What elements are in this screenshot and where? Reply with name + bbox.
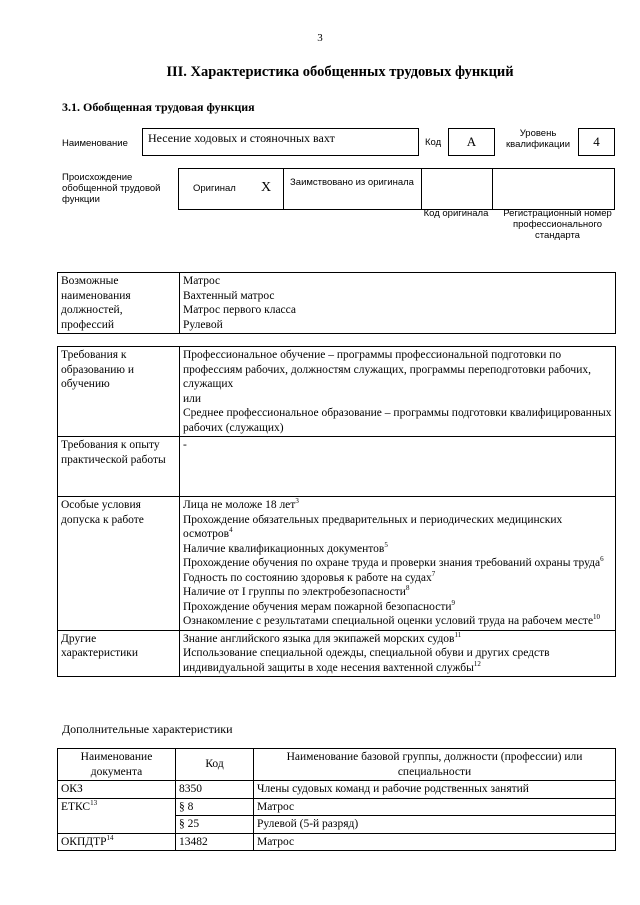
table-row: [58, 781, 616, 799]
special-condition-item: Прохождение обучения по охране труда и проверки знания требований охраны труда$^6$: [183, 555, 604, 569]
orig-code-caption: Код оригинала: [423, 208, 489, 219]
education-line: или: [183, 392, 202, 405]
name-cell: Рулевой (5-й разряд): [254, 816, 616, 834]
page-number: 3: [317, 32, 323, 44]
special-condition-item: Наличие квалификационных документов$^5$: [183, 540, 388, 555]
code-cell: 8350: [176, 781, 254, 799]
code-value: A: [466, 134, 477, 149]
doc-cell: ОКПДТР$^{14}$: [58, 833, 176, 851]
code-label: Код: [425, 137, 442, 148]
origin-divider: [492, 169, 493, 209]
other-characteristics-list: [180, 630, 616, 677]
special-conditions-label: Особые условия допуска к работе: [58, 497, 180, 631]
experience-label: Требования к опыту практической работы: [58, 437, 180, 497]
code-value-box: [448, 128, 495, 156]
origin-divider: [283, 169, 284, 209]
position-item: Матрос: [183, 275, 221, 287]
borrowed-label: Заимствовано из оригинала: [290, 177, 414, 188]
col-name-header: Наименование базовой группы, должности (профессии) или специальности: [254, 749, 616, 781]
special-conditions-list: [180, 497, 616, 631]
name-cell: Члены судовых команд и рабочие родственных занятий: [254, 781, 616, 799]
special-condition-item: Наличие от I группы по электробезопасности$^8$: [183, 584, 410, 598]
education-line: Среднее профессиональное образование – программы подготовки квалифицированных рабочих (служащих): [183, 407, 612, 434]
special-condition-item: Лица не моложе 18 лет$^3$: [183, 497, 299, 511]
doc-cell: ОКЗ: [58, 781, 176, 799]
additional-title: Дополнительные характеристики: [62, 722, 233, 736]
function-name-box: [142, 128, 419, 156]
origin-label: Происхождение обобщенной трудовой функции: [62, 172, 161, 205]
name-cell: Матрос: [254, 833, 616, 851]
level-label: Уровень квалификации: [505, 128, 571, 150]
other-characteristic-item: Использование специальной одежды, специальной обуви и других средств индивидуальной защиты в ходе несения вахтенной службы$^{12}$: [183, 647, 550, 674]
other-characteristic-item: Знание английского языка для экипажей морских судов$^{11}$: [183, 630, 462, 645]
additional-table: [57, 748, 616, 851]
special-condition-item: Годность по состоянию здоровья к работе на судах$^7$: [183, 569, 436, 584]
positions-table: [57, 272, 616, 334]
name-label: Наименование: [62, 138, 128, 149]
function-name-value: Несение ходовых и стояночных вахт: [148, 131, 335, 145]
special-condition-item: Прохождение обязательных предварительных и периодических медицинских осмотров$^4$: [183, 513, 563, 540]
doc-cell: [58, 816, 176, 834]
table-row: [58, 833, 616, 851]
origin-box: [178, 168, 615, 210]
position-item: Рулевой: [183, 318, 223, 331]
positions-list: [180, 273, 616, 334]
code-cell: § 25: [176, 816, 254, 834]
education-line: Профессиональное обучение – программы профессиональной подготовки по профессиям рабочих, должностям служащих, программы переподготовки рабочих, служащих: [183, 349, 591, 390]
level-value: 4: [593, 134, 600, 149]
col-doc-header: Наименование документа: [58, 749, 176, 781]
table-row: [58, 798, 616, 816]
experience-value: -: [180, 437, 616, 497]
code-cell: § 8: [176, 798, 254, 816]
position-item: Вахтенный матрос: [183, 289, 275, 302]
other-characteristics-label: Другие характеристики: [58, 630, 180, 677]
positions-label: Возможные наименования должностей, профессий: [58, 273, 180, 334]
level-value-box: [578, 128, 615, 156]
code-cell: 13482: [176, 833, 254, 851]
section-title: III. Характеристика обобщенных трудовых функций: [166, 64, 514, 80]
original-mark: X: [261, 180, 272, 195]
education-value: [180, 347, 616, 437]
origin-divider: [421, 169, 422, 209]
name-cell: Матрос: [254, 798, 616, 816]
doc-cell: ЕТКС$^{13}$: [58, 798, 176, 816]
special-condition-item: Прохождение обучения мерам пожарной безопасности$^9$: [183, 598, 456, 613]
requirements-table: [57, 346, 616, 677]
col-code-header: Код: [176, 749, 254, 781]
position-item: Матрос первого класса: [183, 304, 297, 316]
reg-number-caption: Регистрационный номер профессионального стандарта: [503, 208, 612, 241]
special-condition-item: Ознакомление с результатами специальной оценки условий труда на рабочем месте$^{10}$: [183, 613, 601, 627]
education-label: Требования к образованию и обучению: [58, 347, 180, 437]
subsection-title: 3.1. Обобщенная трудовая функция: [62, 100, 255, 114]
original-label: Оригинал: [193, 183, 236, 194]
table-row: [58, 816, 616, 834]
